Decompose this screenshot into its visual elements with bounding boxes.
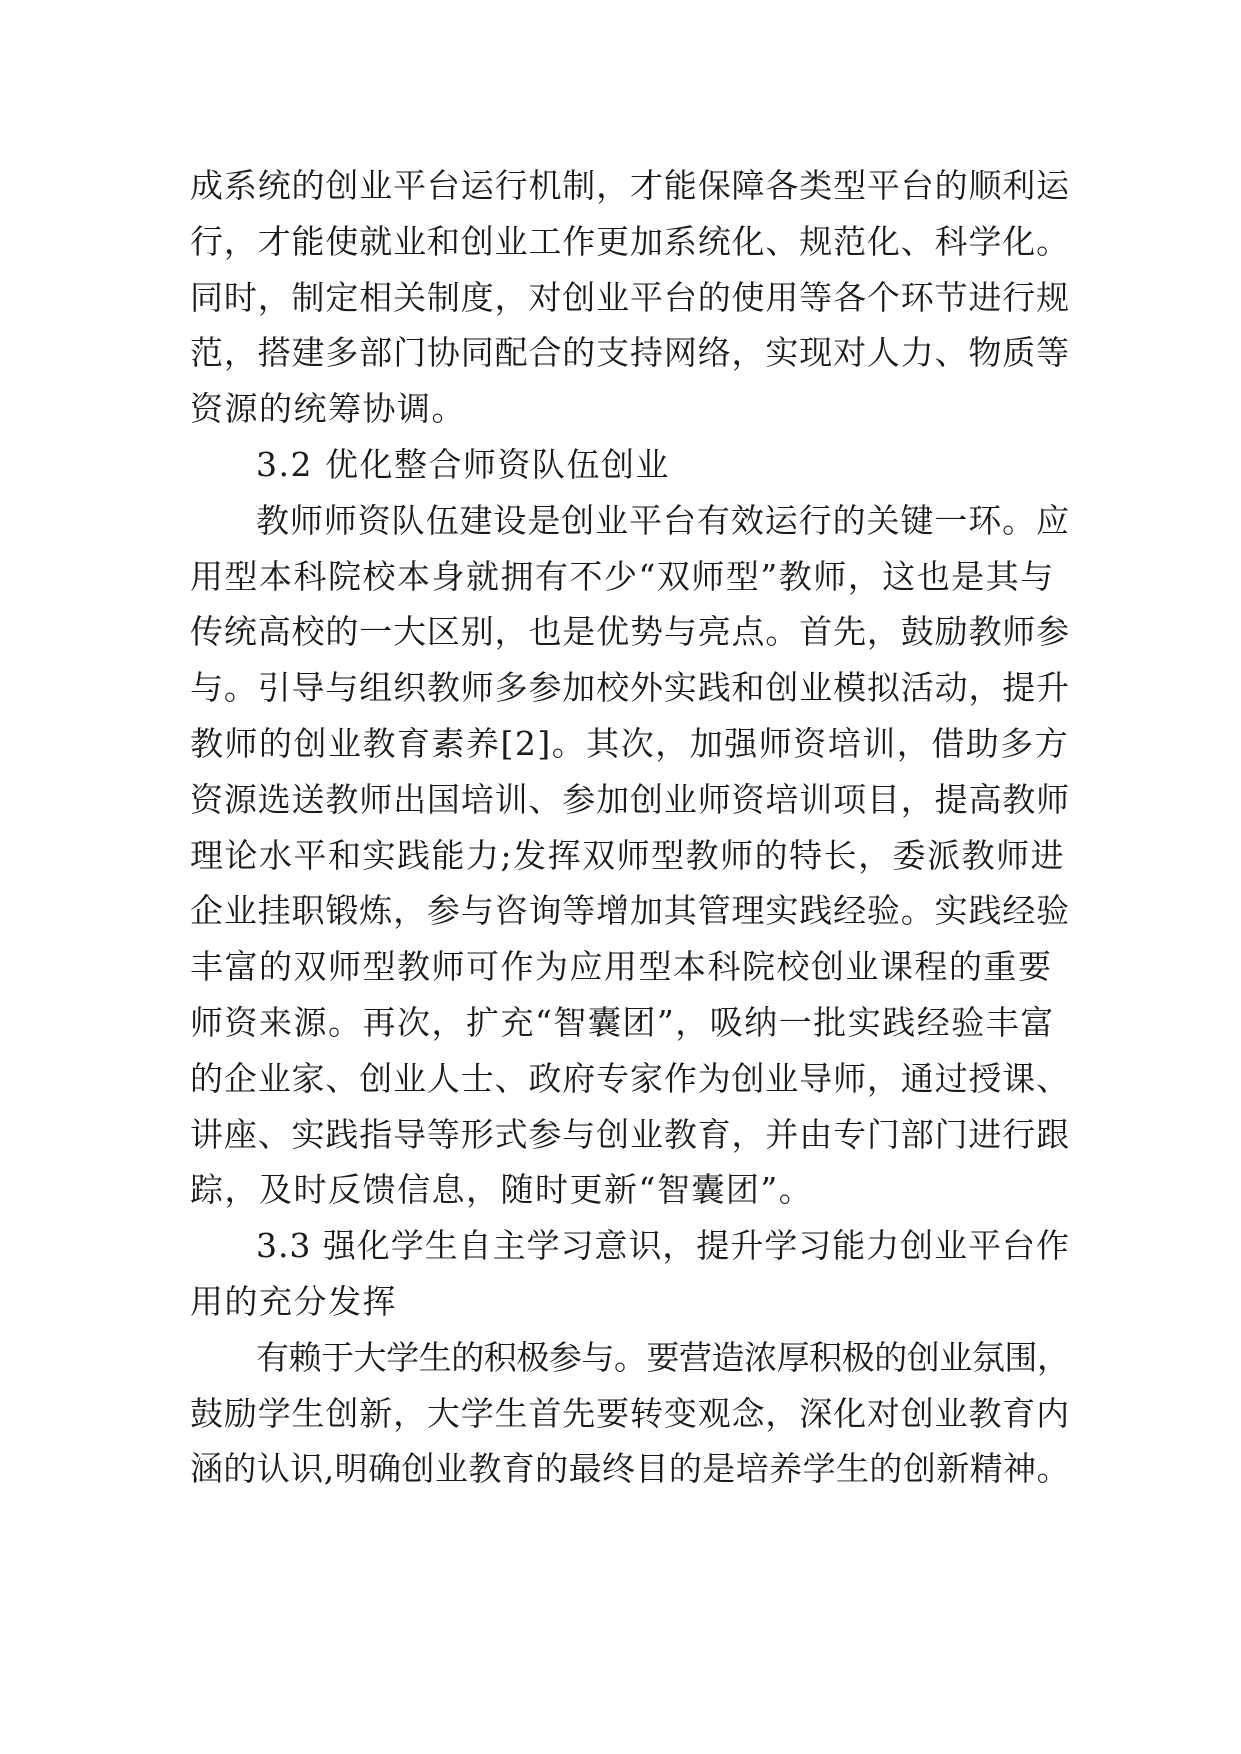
text-line: 用的充分发挥 (190, 1281, 397, 1321)
text-line: 用型本科院校本身就拥有不少“双师型”教师，这也是其与 (190, 556, 1055, 596)
text-line: 教师师资队伍建设是创业平台有效运行的关键一环。应 (256, 500, 1070, 540)
text-line: 企业挂职锻炼，参与咨询等增加其管理实践经验。实践经验 (190, 891, 1070, 931)
text-line: 同时，制定相关制度，对创业平台的使用等各个环节进行规 (190, 277, 1070, 317)
document-body (190, 158, 1070, 1497)
text-line: 教师的创业教育素养[2]。其次，加强师资培训，借助多方 (190, 723, 1070, 763)
text-line: 踪，及时反馈信息，随时更新“智囊团”。 (190, 1170, 814, 1210)
text-line: 行，才能使就业和创业工作更加系统化、规范化、科学化。 (190, 221, 1070, 261)
text-line: 成系统的创业平台运行机制，才能保障各类型平台的顺利运 (190, 166, 1070, 205)
text-line: 讲座、实践指导等形式参与创业教育，并由专门部门进行跟 (190, 1114, 1070, 1154)
text-line: 理论水平和实践能力;发挥双师型教师的特长，委派教师进 (190, 835, 1066, 875)
text-line: 鼓励学生创新，大学生首先要转变观念，深化对创业教育内 (190, 1393, 1070, 1433)
text-line: 师资来源。再次，扩充“智囊团”，吸纳一批实践经验丰富 (190, 1002, 1055, 1042)
text-line: 与。引导与组织教师多参加校外实践和创业模拟活动，提升 (190, 668, 1070, 708)
text-line: 3.3 强化学生自主学习意识，提升学习能力创业平台作 (256, 1226, 1070, 1266)
text-line: 资源的统筹协调。 (190, 389, 466, 429)
text-line: 丰富的双师型教师可作为应用型本科院校创业课程的重要 (190, 947, 1053, 987)
text-line: 涵的认识,明确创业教育的最终目的是培养学生的创新精神。 (190, 1449, 1070, 1489)
text-line: 的企业家、创业人士、政府专家作为创业导师，通过授课、 (190, 1058, 1070, 1098)
text-line: 有赖于大学生的积极参与。要营造浓厚积极的创业氛围， (256, 1337, 1070, 1377)
text-line: 范，搭建多部门协同配合的支持网络，实现对人力、物质等 (190, 333, 1070, 373)
text-line: 资源选送教师出国培训、参加创业师资培训项目，提高教师 (190, 779, 1070, 819)
text-line: 3.2 优化整合师资队伍创业 (256, 444, 670, 484)
text-line: 传统高校的一大区别，也是优势与亮点。首先，鼓励教师参 (190, 612, 1070, 652)
